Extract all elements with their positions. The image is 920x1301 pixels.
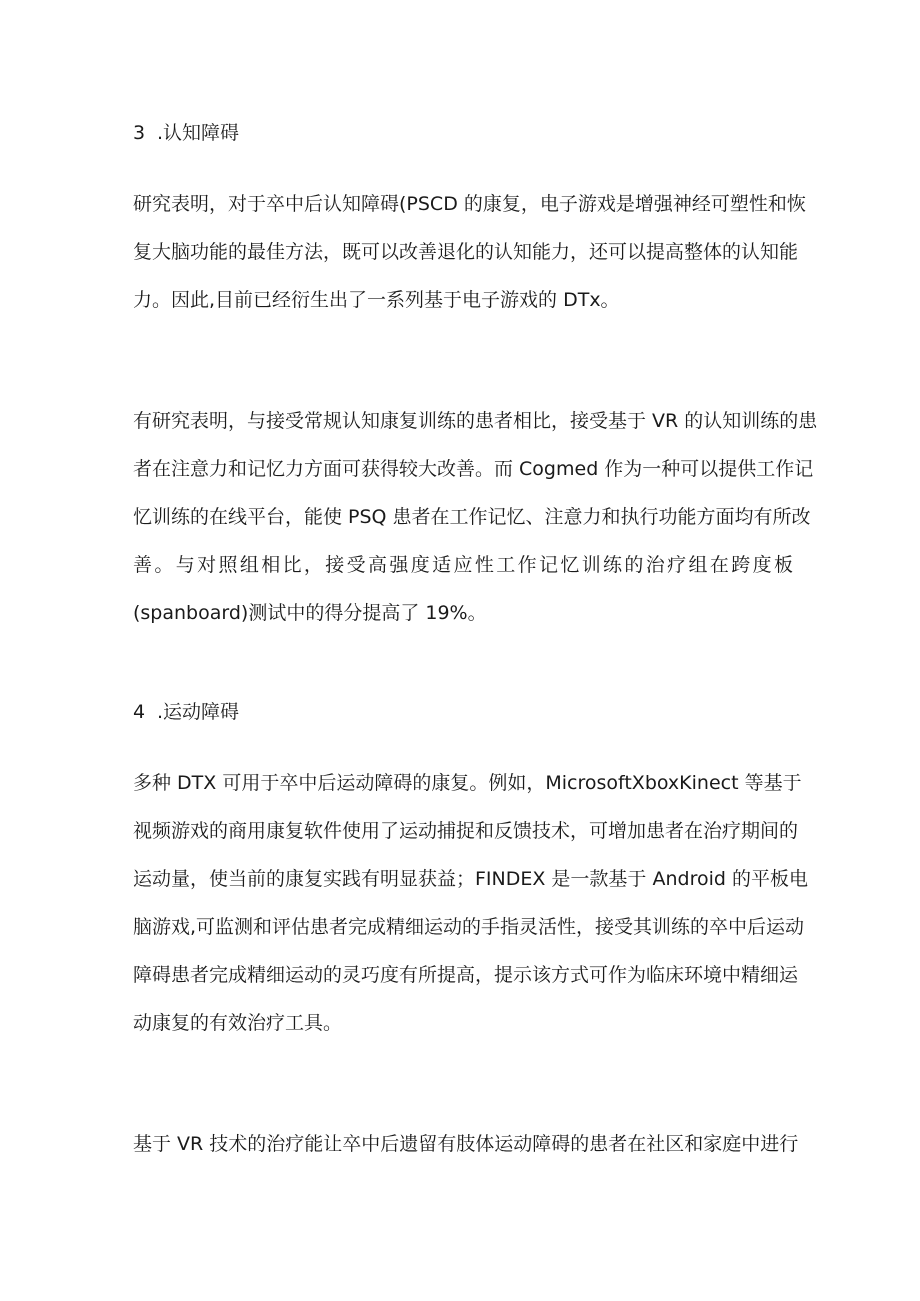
paragraph-dtx-motor: [133, 759, 808, 1047]
section-3-number: 3: [133, 122, 146, 144]
section-4-title: .运动障碍: [157, 701, 240, 723]
paragraph-pscd-games: [133, 180, 806, 324]
paragraph-line: 运动量，使当前的康复实践有明显获益；FINDEX 是一款基于 Android 的平板电: [133, 868, 808, 890]
section-4-heading: [133, 700, 239, 724]
paragraph-line: 多种 DTX 可用于卒中后运动障碍的康复。例如，MicrosoftXboxKinect 等基于: [133, 772, 802, 794]
paragraph-line: 力。因此,目前已经衍生出了一系列基于电子游戏的 DTx。: [133, 289, 620, 311]
paragraph-line: 复大脑功能的最佳方法，既可以改善退化的认知能力，还可以提高整体的认知能: [133, 241, 799, 263]
paragraph-line: 视频游戏的商用康复软件使用了运动捕捉和反馈技术，可增加患者在治疗期间的: [133, 820, 799, 842]
paragraph-line: 者在注意力和记忆力方面可获得较大改善。而 Cogmed 作为一种可以提供工作记: [133, 458, 814, 480]
section-4-number: 4: [133, 701, 146, 723]
paragraph-line: 基于 VR 技术的治疗能让卒中后遗留有肢体运动障碍的患者在社区和家庭中进行: [133, 1133, 799, 1155]
paragraph-line: 研究表明，对于卒中后认知障碍(PSCD 的康复，电子游戏是增强神经可塑性和恢: [133, 193, 806, 215]
paragraph-line: 有研究表明，与接受常规认知康复训练的患者相比，接受基于 VR 的认知训练的患: [133, 410, 818, 432]
paragraph-line: 忆训练的在线平台，能使 PSQ 患者在工作记忆、注意力和执行功能方面均有所改: [133, 506, 811, 528]
paragraph-line: (spanboard)测试中的得分提高了 19%。: [133, 602, 487, 624]
paragraph-line: 障碍患者完成精细运动的灵巧度有所提高，提示该方式可作为临床环境中精细运: [133, 964, 799, 986]
section-3-heading: [133, 121, 239, 145]
paragraph-line: 脑游戏,可监测和评估患者完成精细运动的手指灵活性，接受其训练的卒中后运动: [133, 916, 805, 938]
paragraph-vr-therapy: [133, 1120, 799, 1168]
paragraph-line: 善。与对照组相比，接受高强度适应性工作记忆训练的治疗组在跨度板: [133, 554, 793, 576]
paragraph-vr-cogmed: [133, 397, 818, 637]
section-3-title: .认知障碍: [157, 122, 240, 144]
paragraph-line: 动康复的有效治疗工具。: [133, 1012, 343, 1034]
